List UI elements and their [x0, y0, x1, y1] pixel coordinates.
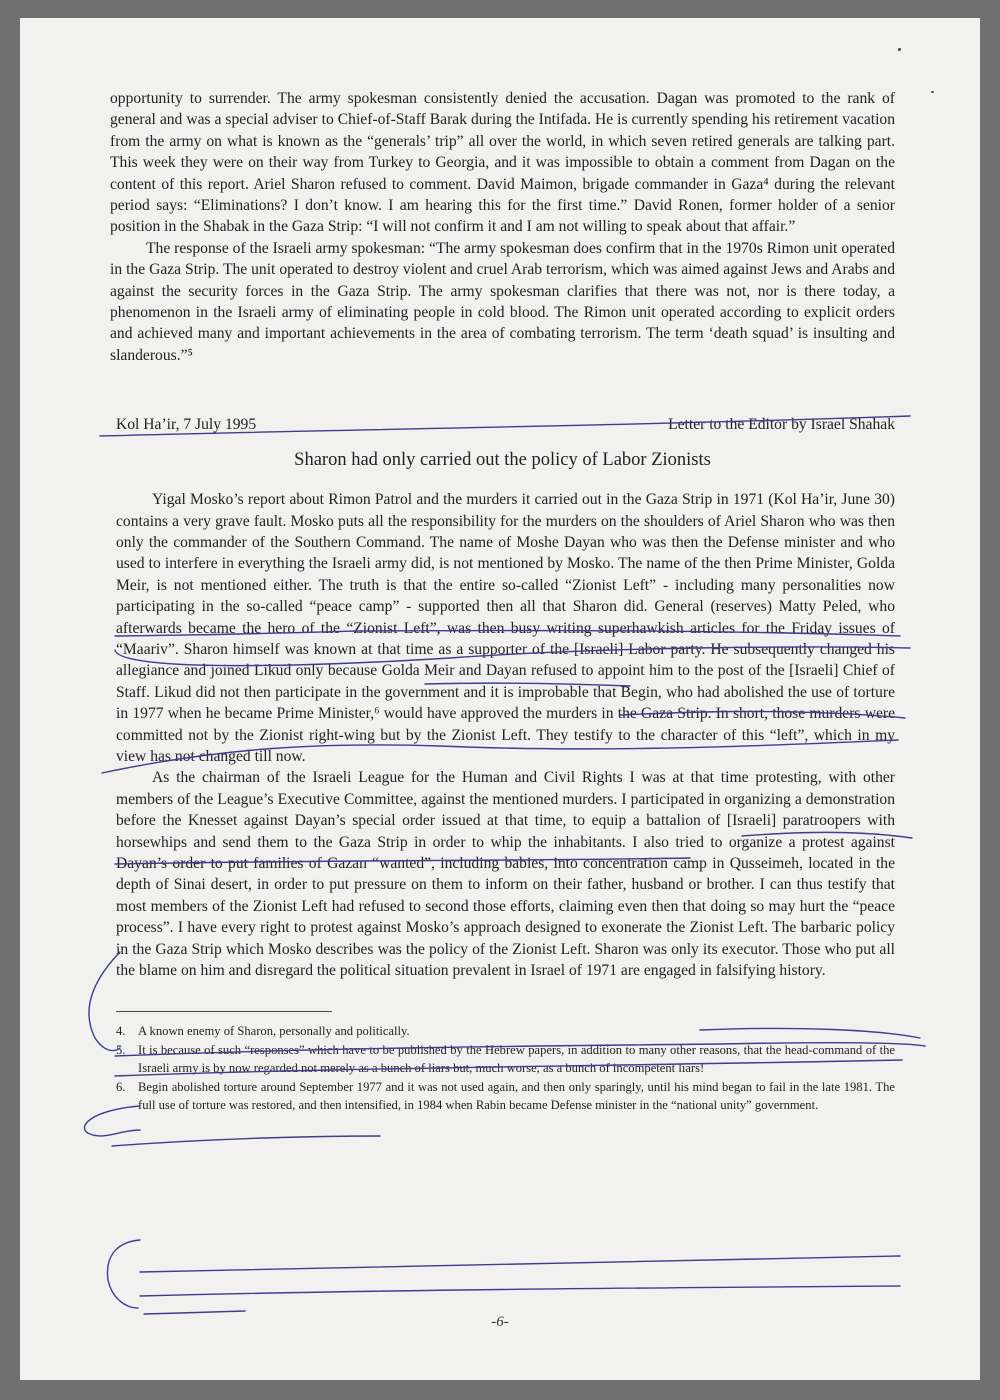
footnote-text: A known enemy of Sharon, personally and politically.	[138, 1024, 410, 1039]
footnote	[116, 1078, 895, 1115]
pen-underline	[112, 1136, 380, 1146]
pen-bracket	[107, 1240, 140, 1308]
body-paragraph: Yigal Mosko’s report about Rimon Patrol and the murders it carried out in the Gaza Strip in 1971 (Kol Ha’ir, June 30) contains a very grave fault. Mosko puts all the responsibility for the murders on the shoulders of Ariel Sharon who was then only the commander of the Southern Command. The name of Moshe Dayan who was then the Defense minister and who used to interfere in everything the Israeli army did, is not mentioned by Mosko. The name of the then Prime Minister, Golda Meir, is not mentioned either. The truth is that the entire so-called “Zionist Left” - including many personalities now participating in the so-called “peace camp” - supported then all that Sharon did. General (reserves) Matty Peled, who afterwards became the hero of the “Zionist Left”, was then busy writing superhawkish articles for the Friday issues of “Maariv”. Sharon himself was known at that time as a supporter of the [Israeli] Labor party. He subsequently changed his allegiance and joined Likud only because Golda Meir and Dayan refused to appoint him to the post of the [Israeli] Chief of Staff. Likud did not then participate in the government and it is improbable that Begin, who had abolished the use of torture in 1977 when he became Prime Minister,⁶ would have approved the murders in the Gaza Strip. In short, those murders were committed not by the Zionist right-wing but by the Zionist Left. They testify to the character of this “left”, which in my view has not changed till now.	[116, 491, 895, 765]
footnote-text: It is because of such “responses” which have to be published by the Hebrew papers, in addition to many other reasons, that the head-command of the Israeli army is by now regarded not merely as a bunch of liars but, much worse, as a bunch of incompetent liars!	[138, 1042, 895, 1076]
footnote-number: 6.	[116, 1079, 126, 1094]
article-title: Sharon had only carried out the policy of Labor Zionists	[294, 449, 711, 470]
footnote-divider	[116, 1011, 332, 1012]
body-paragraph: The response of the Israeli army spokesman: “The army spokesman does confirm that in the 1970s Rimon unit operated in the Gaza Strip. The unit operated to destroy violent and cruel Arab terrorism, which was aimed against Jews and Arabs and against the security forces in the Gaza Strip. The army spokesman clarifies that there was not, nor is there today, a phenomenon in the Israeli army of eliminating people in cold blood. The Rimon unit operated according to explicit orders and achieved many and important achievements in the area of combating terrorism. The term ‘death squad’ is insulting and slanderous.”⁵	[110, 239, 895, 364]
byline-source: Kol Ha’ir, 7 July 1995	[116, 416, 257, 434]
paper-speck	[898, 48, 901, 51]
article-body	[116, 489, 895, 981]
page-content	[110, 88, 895, 1114]
byline-author: Letter to the Editor by Israel Shahak	[668, 416, 895, 434]
page-number: -6-	[491, 1314, 509, 1330]
pen-underline	[140, 1286, 900, 1296]
footnote-number: 5.	[116, 1042, 126, 1057]
body-paragraph: opportunity to surrender. The army spokesman consistently denied the accusation. Dagan was promoted to the rank of general and was a special adviser to Chief-of-Staff Barak during the Intifada. He is currently spending his retirement vacation from the army on what is known as the “generals’ trip” all over the world, in which seven retired generals are talking part. This week they were on their way from Turkey to Georgia, and it was impossible to obtain a comment from Dagan on the content of this report. Ariel Sharon refused to comment. David Maimon, brigade commander in Gaza⁴ during the relevant period says: “Eliminations? I don’t know. I am hearing this for the first time.” David Ronen, former holder of a senior position in the Shabak in the Gaza Strip: “I will not confirm it and I am not willing to speak about that affair.”	[110, 90, 895, 236]
paper-speck	[931, 91, 934, 93]
pen-underline	[140, 1256, 900, 1272]
footnote	[116, 1022, 895, 1040]
document-page	[20, 18, 980, 1380]
body-paragraph: As the chairman of the Israeli League for the Human and Civil Rights I was at that time protesting, with other members of the League’s Executive Committee, against the mentioned murders. I participated in organizing a demonstration before the Knesset against Dayan’s special order issued at that time, to equip a battalion of [Israeli] paratroopers with horsewhips and send them to the Gaza Strip in order to whip the inhabitants. I also tried to organize a protest against Dayan’s order to put families of Gazan “wanted”, including babies, into concentration camp in Qusseimeh, located in the depth of Sinai desert, in order to put pressure on them to inform on their father, husband or brother. I can thus testify that most members of the Zionist Left had refused to second those efforts, claiming even then that doing so may hurt the “peace process”. I have every right to protest against Mosko’s approach designed to exonerate the Zionist Left. The barbaric policy in the Gaza Strip which Mosko describes was the policy of the Zionist Left. Sharon was only its executor. Those who put all the blame on him and disregard the political situation prevalent in Israel of 1971 are engaged in falsifying history.	[116, 769, 895, 980]
footnotes	[116, 1022, 895, 1114]
footnote-text: Begin abolished torture around September 1977 and it was not used again, and then only sparingly, until his mind began to fail in the late 1981. The full use of torture was restored, and then intensified, in 1984 when Rabin became Defense minister in the “national unity” government.	[138, 1079, 895, 1113]
byline	[116, 414, 895, 435]
footnote-number: 4.	[116, 1024, 126, 1039]
footnote	[116, 1041, 895, 1078]
